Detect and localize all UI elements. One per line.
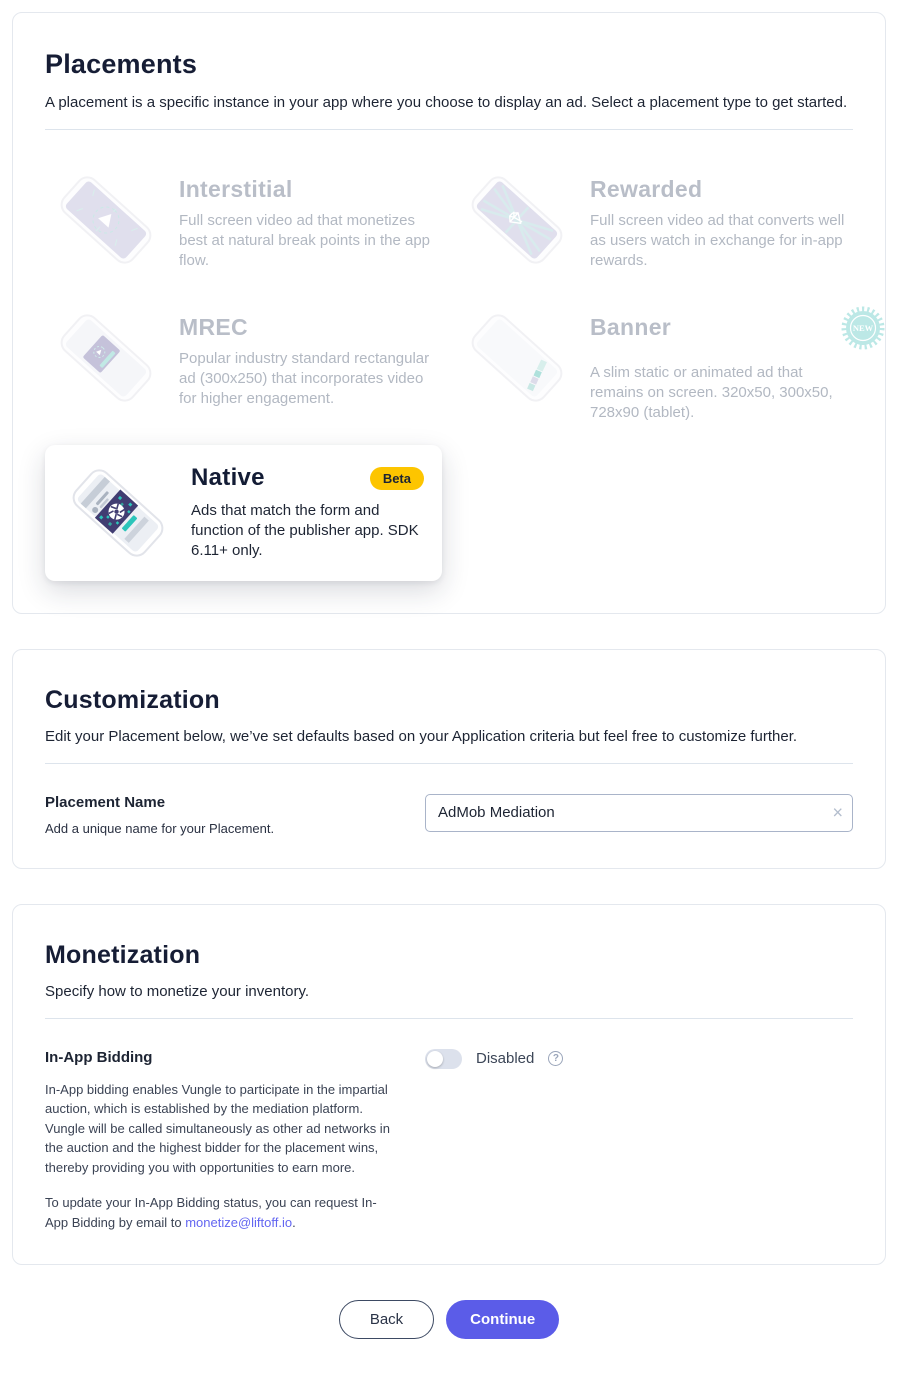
interstitial-description: Full screen video ad that monetizes best at natural break points in the app flow. [179, 212, 431, 269]
rewarded-text [590, 164, 845, 271]
new-badge [841, 306, 885, 355]
native-title: Native [191, 464, 265, 492]
placement-option-mrec[interactable] [45, 302, 442, 423]
monetize-email-link[interactable]: monetize@liftoff.io [185, 1214, 293, 1230]
placement-name-helper: Add a unique name for your Placement. [45, 820, 275, 836]
placement-option-native[interactable] [45, 445, 442, 581]
mrec-phone-icon [45, 302, 167, 414]
in-app-bidding-row [45, 1049, 853, 1233]
back-button[interactable]: Back [339, 1300, 434, 1339]
banner-description: A slim static or animated ad that remains on screen. 320x50, 300x50, 728x90 (tablet). [590, 364, 833, 421]
interstitial-phone-icon [45, 164, 167, 276]
placement-option-rewarded[interactable] [456, 164, 853, 280]
banner-title-row [590, 314, 874, 355]
native-text [191, 464, 424, 561]
placement-option-interstitial[interactable] [45, 164, 442, 280]
native-title-row [191, 464, 424, 492]
rewarded-description: Full screen video ad that converts well as users watch in exchange for in-app rewards. [590, 212, 845, 269]
help-icon[interactable]: ? [548, 1051, 563, 1066]
customization-subtitle: Edit your Placement below, we’ve set defaults based on your Application criteria but feel free to customize further. [45, 727, 798, 745]
divider [45, 1018, 853, 1019]
placements-subtitle: A placement is a specific instance in your app where you choose to display an ad. Select a placement type to get started. [45, 94, 848, 111]
mrec-text [179, 302, 434, 409]
in-app-bidding-toggle[interactable] [425, 1049, 462, 1069]
svg-text:NEW: NEW [852, 323, 874, 333]
interstitial-text [179, 164, 434, 271]
rewarded-phone-icon [456, 164, 578, 276]
placement-options-grid [45, 164, 874, 581]
monetization-card [12, 904, 886, 1266]
note-suffix: . [292, 1214, 296, 1230]
clear-input-icon[interactable]: × [832, 802, 843, 823]
in-app-bidding-label: In-App Bidding [45, 1048, 153, 1066]
in-app-bidding-note [45, 1193, 395, 1232]
placements-title: Placements [45, 49, 198, 79]
placement-name-labels [45, 794, 395, 836]
placement-name-input[interactable] [425, 794, 853, 832]
continue-button[interactable]: Continue [446, 1300, 559, 1339]
note-prefix: To update your In-App Bidding status, you can request In-App Bidding by email to [45, 1195, 377, 1230]
placement-name-row [45, 794, 853, 836]
divider [45, 763, 853, 764]
monetization-subtitle: Specify how to monetize your inventory. [45, 982, 310, 1000]
in-app-bidding-control [425, 1049, 853, 1233]
placement-name-label: Placement Name [45, 793, 166, 811]
in-app-bidding-text [45, 1049, 395, 1233]
placement-option-banner[interactable] [456, 302, 874, 423]
interstitial-title: Interstitial [179, 176, 293, 202]
toggle-status: Disabled [476, 1050, 535, 1068]
banner-title: Banner [590, 314, 672, 340]
toggle-knob [427, 1051, 443, 1067]
monetization-title: Monetization [45, 940, 201, 969]
in-app-bidding-description: In-App bidding enables Vungle to participate in the impartial auction, which is established by the mediation platform. Vungle will be called simultaneously as other ad networks in the auction and the highest bidder for the placement wins, thereby providing you with opportunities to earn more. [45, 1081, 390, 1175]
mrec-description: Popular industry standard rectangular ad (300x250) that incorporates video for higher engagement. [179, 350, 430, 407]
beta-badge: Beta [370, 467, 424, 491]
banner-phone-icon [456, 302, 578, 414]
banner-text [590, 302, 874, 423]
mrec-title: MREC [179, 314, 248, 340]
native-description: Ads that match the form and function of the publisher app. SDK 6.11+ only. [191, 502, 419, 560]
toggle-row [425, 1049, 853, 1069]
native-phone-icon [57, 457, 179, 569]
customization-title: Customization [45, 685, 220, 714]
rewarded-title: Rewarded [590, 176, 703, 202]
placements-card [12, 12, 886, 614]
placement-name-input-wrap [425, 794, 853, 832]
divider [45, 129, 853, 130]
customization-card [12, 649, 886, 869]
footer-actions [12, 1300, 886, 1339]
